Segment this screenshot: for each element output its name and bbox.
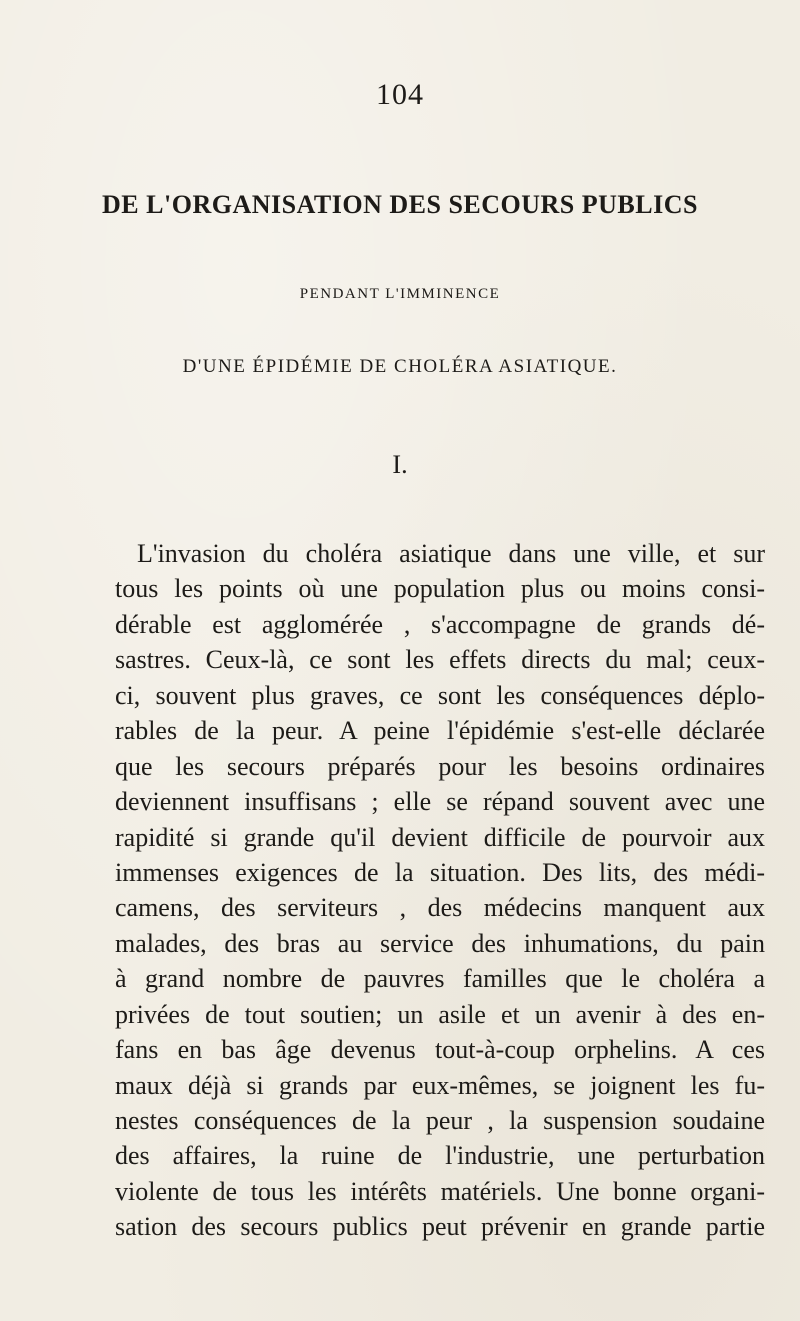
text-line: deviennent insuffisans ; elle se répand souvent avec une xyxy=(115,787,765,817)
text-line: fans en bas âge devenus tout-à-coup orphelins. A ces xyxy=(115,1035,765,1065)
text-line: malades, des bras au service des inhumations, du pain xyxy=(115,928,765,958)
chapter-title: DE L'ORGANISATION DES SECOURS PUBLICS xyxy=(102,190,698,219)
text-line: dérable est agglomérée , s'accompagne de grands dé- xyxy=(115,609,765,639)
text-line: violente de tous les intérêts matériels. Une bonne organi- xyxy=(115,1176,765,1206)
text-line: que les secours préparés pour les besoins ordinaires xyxy=(115,751,765,781)
chapter-subtitle-line-1: PENDANT L'IMMINENCE xyxy=(299,286,501,302)
chapter-subtitle-line-2: D'UNE ÉPIDÉMIE DE CHOLÉRA ASIATIQUE. xyxy=(182,356,618,377)
text-line: tous les points où une population plus ou moins consi- xyxy=(115,574,765,604)
text-line: L'invasion du choléra asiatique dans une ville, et sur xyxy=(137,539,765,568)
text-line: maux déjà si grands par eux-mêmes, se joignent les fu- xyxy=(115,1070,765,1100)
text-line: des affaires, la ruine de l'industrie, une perturbation xyxy=(115,1141,765,1171)
page-number: 104 xyxy=(376,78,424,111)
text-line: à grand nombre de pauvres familles que le choléra a xyxy=(115,964,765,994)
text-line: rapidité si grande qu'il devient difficile de pourvoir aux xyxy=(115,822,765,852)
text-line: ci, souvent plus graves, ce sont les conséquences déplo- xyxy=(115,680,765,710)
text-line: sastres. Ceux-là, ce sont les effets directs du mal; ceux- xyxy=(115,645,765,675)
section-number: I. xyxy=(392,450,408,479)
text-line: camens, des serviteurs , des médecins manquent aux xyxy=(115,893,765,923)
text-line: immenses exigences de la situation. Des lits, des médi- xyxy=(115,857,765,887)
text-line: sation des secours publics peut prévenir en grande partie xyxy=(115,1212,765,1242)
text-line: rables de la peur. A peine l'épidémie s'est-elle déclarée xyxy=(115,716,765,746)
text-line: privées de tout soutien; un asile et un avenir à des en- xyxy=(115,999,765,1029)
body-paragraph xyxy=(115,536,765,1245)
text-line: nestes conséquences de la peur , la suspension soudaine xyxy=(115,1106,765,1135)
